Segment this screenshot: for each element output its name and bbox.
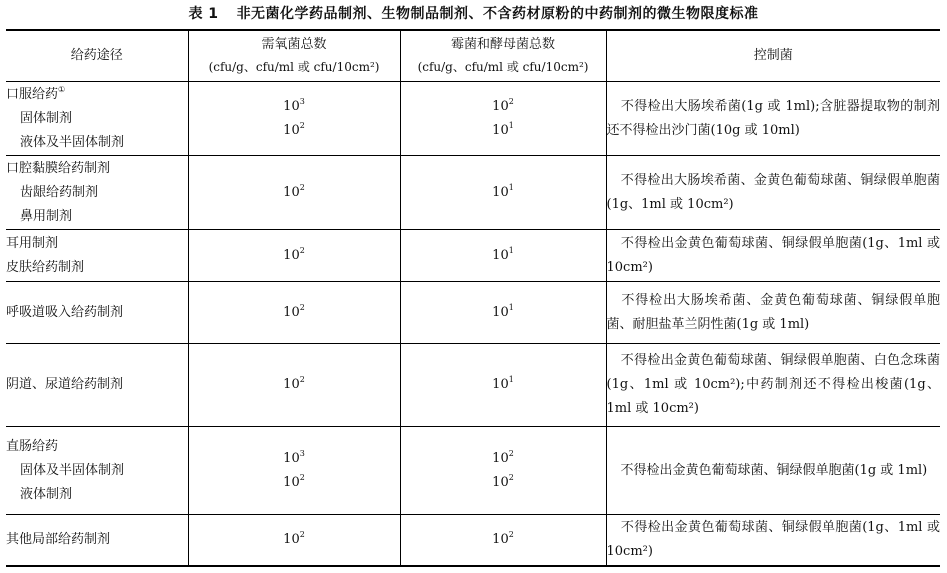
count-exponent: 2 [299,530,305,539]
microbial-limits-table [6,29,940,567]
count-exponent: 3 [299,96,305,106]
count-exponent: 1 [508,375,514,384]
aerobic-count-cell [188,427,400,515]
route-line-text: 皮肤给药制剂 [6,259,85,275]
count-exponent: 1 [508,120,514,130]
mold-yeast-count-cell [400,230,606,282]
control-bacteria-text: 不得检出大肠埃希菌、金黄色葡萄球菌、铜绿假单胞菌、耐胆盐革兰阴性菌(1g 或 1ml) [606,292,940,332]
route-cell [6,515,188,567]
count-exponent: 2 [299,472,305,482]
table-body [6,82,940,567]
mold-yeast-count-cell [400,156,606,230]
route-cell [6,344,188,427]
count-value [401,95,606,119]
count-base: 10 [492,247,509,263]
count-base: 10 [283,450,300,466]
route-line-text: 口腔黏膜给药制剂 [6,160,111,176]
count-base: 10 [492,532,509,547]
count-base: 10 [492,474,509,490]
count-value [189,373,400,397]
route-cell [6,156,188,230]
control-bacteria-cell [606,230,940,282]
aerobic-count-cell [188,82,400,156]
route-line-text: 耳用制剂 [6,235,59,251]
route-line [6,256,188,280]
count-value [189,244,400,268]
route-line-text: 口服给药 [6,86,59,102]
count-value [189,301,400,325]
control-bacteria-text: 不得检出大肠埃希菌(1g 或 1ml);含脏器提取物的制剂还不得检出沙门菌(10g 或 10ml) [606,98,940,138]
count-value [401,301,606,325]
count-value [189,95,400,119]
route-cell [6,427,188,515]
control-bacteria-text: 不得检出金黄色葡萄球菌、铜绿假单胞菌(1g、1ml 或 10cm²) [606,235,940,275]
table-row [6,344,940,427]
count-exponent: 1 [508,245,514,255]
count-base: 10 [492,304,509,320]
mold-yeast-count-cell [400,427,606,515]
count-exponent: 1 [508,302,514,312]
count-exponent: 2 [508,530,514,539]
route-cell [6,282,188,344]
table-row [6,230,940,282]
table-header [6,30,940,82]
route-line-text: 阴道、尿道给药制剂 [6,377,124,392]
mold-yeast-count-cell [400,82,606,156]
route-line [6,83,188,107]
route-line-text: 齿龈给药制剂 [20,184,99,200]
header-mold-title: 霉菌和酵母菌总数 [450,37,555,52]
count-exponent: 3 [299,448,305,458]
route-line-text: 液体及半固体制剂 [20,134,125,150]
route-cell [6,230,188,282]
control-bacteria-text: 不得检出金黄色葡萄球菌、铜绿假单胞菌(1g、1ml 或 10cm²) [606,520,940,559]
count-exponent: 1 [508,182,514,192]
control-bacteria-cell [606,427,940,515]
header-mold-unit: (cfu/g、cfu/ml 或 cfu/10cm²) [417,60,589,74]
route-line-text: 其他局部给药制剂 [6,532,111,547]
table-title: 非无菌化学药品制剂、生物制品制剂、不含药材原粉的中药制剂的微生物限度标准 [236,6,759,22]
count-exponent: 2 [299,375,305,384]
footnote-mark: ① [58,84,66,94]
count-base: 10 [492,122,509,138]
route-line-text: 固体制剂 [20,110,73,126]
count-base: 10 [283,247,300,263]
control-bacteria-cell [606,282,940,344]
route-line-text: 液体制剂 [20,486,73,502]
route-line [6,373,188,397]
table-row [6,282,940,344]
control-bacteria-text: 不得检出金黄色葡萄球菌、铜绿假单胞菌(1g 或 1ml) [620,462,928,478]
count-value [401,528,606,552]
count-base: 10 [283,474,300,490]
count-exponent: 2 [508,472,514,482]
header-aerobic-unit: (cfu/g、cfu/ml 或 cfu/10cm²) [208,60,380,74]
count-exponent: 2 [299,182,305,192]
route-line [6,301,188,325]
table-row [6,156,940,230]
count-exponent: 2 [508,448,514,458]
aerobic-count-cell [188,230,400,282]
route-line [6,107,188,131]
header-mold-yeast-count [400,30,606,82]
route-line [6,181,188,205]
route-line [6,435,188,459]
count-base: 10 [283,304,300,320]
mold-yeast-count-cell [400,282,606,344]
route-line [6,131,188,155]
count-exponent: 2 [299,302,305,312]
count-value [401,244,606,268]
count-value [401,181,606,205]
table-caption [0,3,947,23]
route-line [6,205,188,229]
count-value [401,471,606,495]
mold-yeast-count-cell [400,344,606,427]
control-bacteria-text: 不得检出大肠埃希菌、金黄色葡萄球菌、铜绿假单胞菌(1g、1ml 或 10cm²) [606,172,940,212]
count-exponent: 2 [299,245,305,255]
control-bacteria-cell [606,82,940,156]
count-exponent: 2 [299,120,305,130]
control-bacteria-cell [606,156,940,230]
control-bacteria-cell [606,344,940,427]
table-row [6,427,940,515]
count-base: 10 [492,98,509,114]
control-bacteria-cell [606,515,940,567]
count-value [189,471,400,495]
table-row [6,82,940,156]
count-value [189,528,400,552]
aerobic-count-cell [188,156,400,230]
header-row [6,30,940,82]
header-control-bacteria: 控制菌 [606,30,940,82]
route-line [6,528,188,552]
aerobic-count-cell [188,515,400,567]
count-value [189,181,400,205]
route-line [6,232,188,256]
count-value [401,447,606,471]
route-line [6,157,188,181]
route-line [6,483,188,507]
control-bacteria-text: 不得检出金黄色葡萄球菌、铜绿假单胞菌、白色念珠菌(1g、1ml 或 10cm²);中药制剂还不得检出梭菌(1g、1ml 或 10cm²) [606,353,940,416]
count-base: 10 [492,184,509,200]
header-aerobic-count [188,30,400,82]
table-number: 表 1 [188,6,219,22]
aerobic-count-cell [188,282,400,344]
header-route: 给药途径 [6,30,188,82]
count-base: 10 [283,98,300,114]
count-value [401,119,606,143]
table-row [6,515,940,567]
count-base: 10 [492,377,509,392]
mold-yeast-count-cell [400,515,606,567]
count-value [189,119,400,143]
route-line-text: 鼻用制剂 [20,208,73,224]
aerobic-count-cell [188,344,400,427]
count-base: 10 [283,532,300,547]
count-base: 10 [283,122,300,138]
route-line-text: 直肠给药 [6,438,59,454]
route-line-text: 固体及半固体制剂 [20,462,125,478]
count-value [189,447,400,471]
count-base: 10 [492,450,509,466]
count-base: 10 [283,377,300,392]
count-base: 10 [283,184,300,200]
count-value [401,373,606,397]
route-line-text: 呼吸道吸入给药制剂 [6,304,124,320]
count-exponent: 2 [508,96,514,106]
header-aerobic-title: 需氧菌总数 [261,37,327,52]
route-cell [6,82,188,156]
route-line [6,459,188,483]
